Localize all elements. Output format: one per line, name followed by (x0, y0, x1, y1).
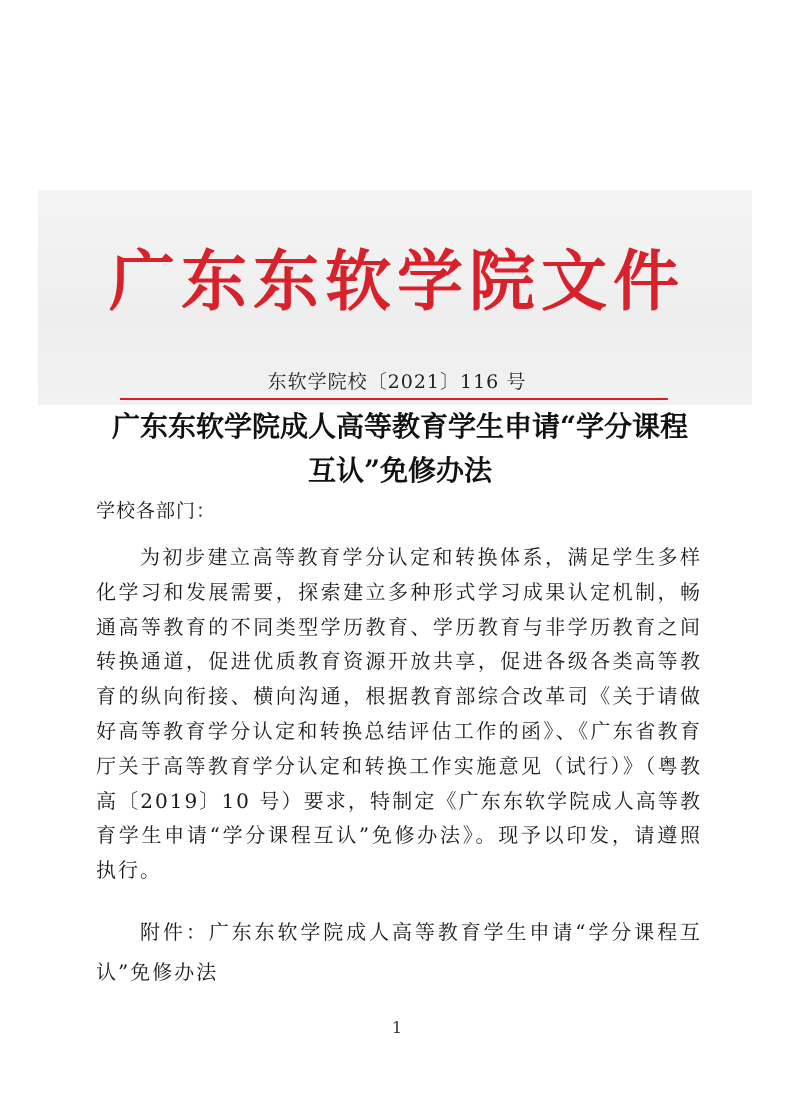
page-number: 1 (391, 1018, 403, 1037)
document-number: 东软学院校〔2021〕116 号 (267, 371, 527, 393)
body-paragraph: 为初步建立高等教育学分认定和转换体系，满足学生多样化学习和发展需要，探索建立多种形式学习成果认定机制，畅通高等教育的不同类型学历教育、学历教育与非学历教育之间转换通道，促进优质教育资源开放共享，促进各级各类高等教育的纵向衔接、横向沟通，根据教育部综合改革司《关于请做好高等教育学分认定和转换总结评估工作的函》、《广东省教育厅关于高等教育学分认定和转换工作实施意见（试行）》（粤教高〔2019〕10 号）要求，特制定《广东东软学院成人高等教育学生申请“学分课程互认”免修办法》。现予以印发，请遵照执行。 (96, 545, 702, 883)
document-title: 广东东软学院成人高等教育学生申请“学分课程互认”免修办法 (111, 410, 689, 487)
attachment-line: 附件：广东东软学院成人高等教育学生申请“学分课程互认”免修办法 (96, 920, 702, 984)
red-divider-line (120, 398, 668, 400)
document-header-title: 广东东软学院文件 (109, 243, 685, 320)
salutation: 学校各部门： (96, 500, 217, 522)
